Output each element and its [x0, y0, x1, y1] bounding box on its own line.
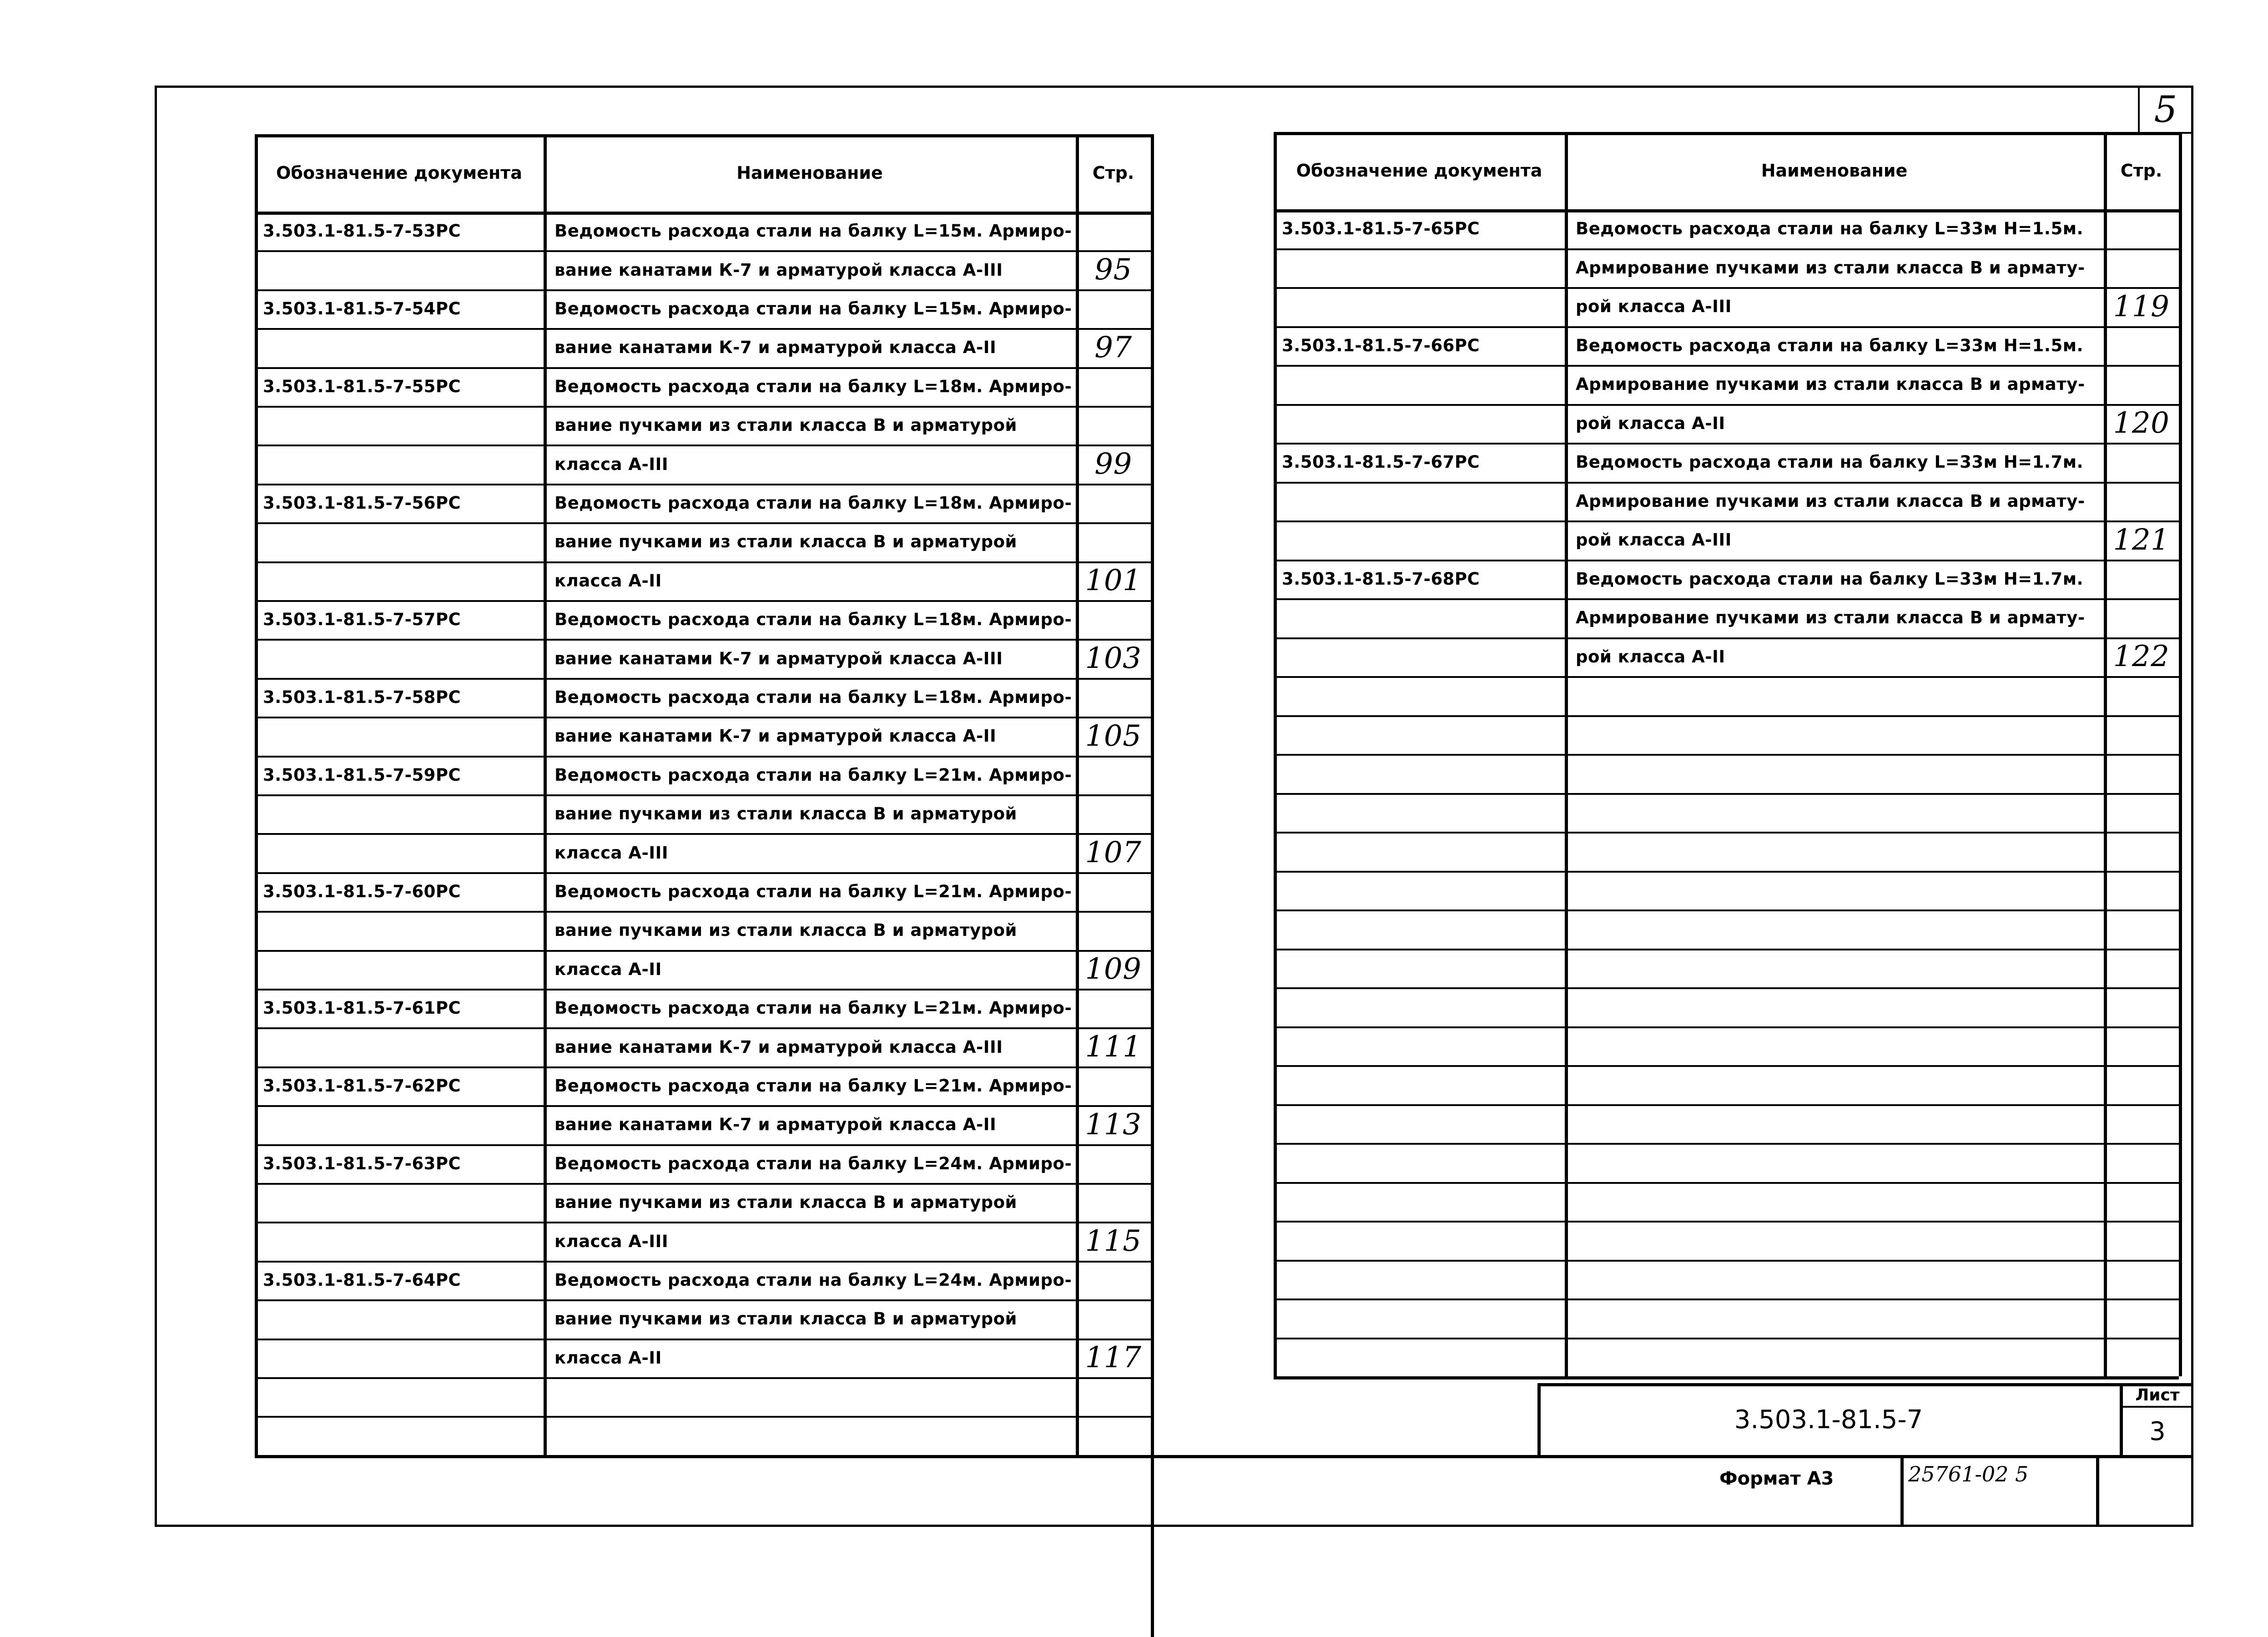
- title-document-code: 3.503.1-81.5-7: [1734, 1405, 1923, 1435]
- row-page-number: 120: [2113, 406, 2170, 440]
- row-name: рой класса А-II: [1576, 647, 1725, 667]
- row-designation: 3.503.1-81.5-7-63РС: [263, 1153, 461, 1173]
- header-name: Наименование: [736, 163, 883, 183]
- row-divider: [1274, 1104, 2179, 1106]
- row-page-number: [1076, 989, 1151, 1027]
- header-designation: Обозначение документа: [1296, 161, 1542, 181]
- row-divider: [1274, 1221, 2179, 1223]
- inventory-box-right: [2096, 1455, 2099, 1527]
- inventory-box-left: [1900, 1455, 1904, 1527]
- row-name: Ведомость расхода стали на балку L=18м. Армиро-: [554, 610, 1072, 630]
- row-designation: [255, 1222, 552, 1260]
- row-page-number: [1076, 289, 1151, 328]
- row-page-number: [1076, 756, 1151, 794]
- row-page-number: [2104, 326, 2179, 365]
- row-designation: [255, 794, 552, 833]
- row-designation: [255, 328, 552, 367]
- row-designation: [255, 250, 552, 289]
- row-divider: [1274, 1182, 2179, 1184]
- row-page-number: 119: [2113, 289, 2170, 323]
- row-divider: [1274, 1338, 2179, 1339]
- row-name: вание пучками из стали класса В и арматурой: [554, 1309, 1017, 1329]
- row-name: вание пучками из стали класса В и арматурой: [554, 532, 1017, 552]
- row-designation: [255, 1183, 552, 1222]
- row-designation: 3.503.1-81.5-7-62РС: [263, 1076, 461, 1096]
- row-designation: [255, 950, 552, 989]
- row-designation: 3.503.1-81.5-7-61РС: [263, 998, 461, 1018]
- row-name: рой класса А-II: [1576, 413, 1725, 433]
- row-page-number: [2104, 560, 2179, 599]
- row-designation: [255, 639, 552, 677]
- row-divider: [1274, 909, 2179, 911]
- format-label: Формат А3: [1719, 1468, 1834, 1489]
- row-designation: [1274, 520, 1573, 560]
- row-divider: [1274, 832, 2179, 834]
- row-page-number: 99: [1094, 447, 1132, 481]
- row-designation: 3.503.1-81.5-7-55РС: [263, 376, 461, 396]
- row-divider: [1274, 1026, 2179, 1028]
- row-name: Ведомость расхода стали на балку L=15м. Армиро-: [554, 221, 1072, 241]
- row-page-number: [1076, 600, 1151, 639]
- row-divider: [1274, 715, 2179, 717]
- row-designation: [255, 406, 552, 445]
- row-name: вание канатами К-7 и арматурой класса А-III: [554, 1037, 1003, 1057]
- row-page-number: [1076, 678, 1151, 717]
- row-page-number: [2104, 482, 2179, 521]
- row-designation: 3.503.1-81.5-7-56РС: [263, 493, 461, 513]
- row-name: Ведомость расхода стали на балку L=21м. Армиро-: [554, 765, 1072, 785]
- table-bottom-border: [255, 1455, 1151, 1458]
- row-name: вание канатами К-7 и арматурой класса А-II: [554, 726, 997, 746]
- row-designation: 3.503.1-81.5-7-68РС: [1282, 569, 1480, 589]
- row-divider: [1274, 754, 2179, 756]
- row-name: Ведомость расхода стали на балку L=21м. Армиро-: [554, 881, 1072, 901]
- row-designation: [1274, 404, 1573, 443]
- row-designation: 3.503.1-81.5-7-67РС: [1282, 452, 1480, 472]
- row-page-number: [1076, 1261, 1151, 1299]
- row-name: [544, 1416, 1087, 1455]
- row-name: Армирование пучками из стали класса В и армату-: [1576, 608, 2085, 628]
- row-name: вание пучками из стали класса В и арматурой: [554, 804, 1017, 824]
- row-designation: [255, 717, 552, 755]
- table-bottom-border: [1274, 1376, 2179, 1379]
- row-name: рой класса А-III: [1576, 297, 1732, 317]
- row-page-number: 113: [1085, 1107, 1142, 1142]
- row-divider: [1274, 1065, 2179, 1067]
- header-name: Наименование: [1761, 161, 1908, 181]
- row-designation: [1274, 598, 1573, 637]
- row-name: класса А-III: [554, 454, 669, 474]
- row-page-number: [1076, 872, 1151, 911]
- row-designation: [1274, 287, 1573, 326]
- row-page-number: [2104, 209, 2179, 248]
- row-page-number: [1076, 1066, 1151, 1105]
- row-page-number: 111: [1085, 1030, 1142, 1064]
- row-designation: [255, 561, 552, 600]
- row-designation: [255, 911, 552, 950]
- row-name: Ведомость расхода стали на балку L=21м. Армиро-: [554, 998, 1072, 1018]
- row-designation: [255, 522, 552, 561]
- row-designation: 3.503.1-81.5-7-58РС: [263, 687, 461, 707]
- row-page-number: [1076, 1144, 1151, 1183]
- row-designation: 3.503.1-81.5-7-57РС: [263, 610, 461, 630]
- row-designation: 3.503.1-81.5-7-66РС: [1282, 335, 1480, 355]
- row-page-number: 105: [1085, 719, 1142, 753]
- row-designation: [1274, 248, 1573, 288]
- row-name: вание пучками из стали класса В и арматурой: [554, 920, 1017, 940]
- row-name: вание пучками из стали класса В и арматурой: [554, 1192, 1017, 1213]
- header-page: Стр.: [1092, 163, 1134, 183]
- corner-sheet-number: 5: [2154, 88, 2177, 131]
- header-page: Стр.: [2120, 161, 2162, 181]
- row-page-number: 121: [2113, 523, 2170, 557]
- row-page-number: [1076, 484, 1151, 522]
- row-designation: [255, 833, 552, 872]
- row-page-number: 107: [1085, 836, 1142, 870]
- row-name: Армирование пучками из стали класса В и армату-: [1576, 491, 2085, 511]
- row-page-number: [1076, 367, 1151, 406]
- row-page-number: 97: [1094, 330, 1132, 364]
- row-name: Ведомость расхода стали на балку L=33м Н=1.5м.: [1576, 335, 2083, 355]
- row-page-number: 115: [1085, 1224, 1142, 1258]
- row-designation: 3.503.1-81.5-7-54РС: [263, 298, 461, 318]
- row-name: Ведомость расхода стали на балку L=33м Н=1.5м.: [1576, 219, 2083, 239]
- row-page-number: [1076, 212, 1151, 250]
- row-divider: [1274, 1298, 2179, 1300]
- row-designation: 3.503.1-81.5-7-53РС: [263, 221, 461, 241]
- row-page-number: 101: [1085, 564, 1142, 598]
- row-page-number: [1076, 794, 1151, 833]
- row-name: вание канатами К-7 и арматурой класса А-III: [554, 648, 1003, 668]
- row-divider: [1274, 793, 2179, 795]
- row-name: вание канатами К-7 и арматурой класса А-II: [554, 1115, 997, 1135]
- row-divider: [1274, 676, 2179, 678]
- row-designation: [255, 1339, 552, 1377]
- row-page-number: 122: [2113, 640, 2170, 674]
- sheet-label: Лист: [2135, 1385, 2180, 1405]
- row-page-number: [1076, 1416, 1151, 1455]
- row-name: класса А-II: [554, 1348, 662, 1368]
- row-name: класса А-III: [554, 843, 669, 863]
- row-designation: [255, 445, 552, 483]
- row-page-number: 117: [1085, 1341, 1142, 1375]
- row-divider: [1274, 987, 2179, 989]
- row-page-number: [1076, 911, 1151, 950]
- table-right-border: [2179, 132, 2182, 1376]
- row-name: Ведомость расхода стали на балку L=18м. Армиро-: [554, 493, 1072, 513]
- row-name: вание канатами К-7 и арматурой класса А-III: [554, 260, 1003, 280]
- row-page-number: [1076, 406, 1151, 445]
- row-designation: 3.503.1-81.5-7-60РС: [263, 881, 461, 901]
- row-name: Ведомость расхода стали на балку L=18м. Армиро-: [554, 687, 1072, 707]
- row-name: Армирование пучками из стали класса В и армату-: [1576, 374, 2085, 394]
- row-page-number: [2104, 443, 2179, 482]
- row-name: Ведомость расхода стали на балку L=15м. Армиро-: [554, 298, 1072, 318]
- row-page-number: 103: [1085, 642, 1142, 676]
- row-name: Армирование пучками из стали класса В и армату-: [1576, 258, 2085, 278]
- row-page-number: [2104, 365, 2179, 404]
- row-name: [544, 1377, 1087, 1416]
- row-page-number: 95: [1094, 253, 1132, 287]
- row-divider: [1274, 871, 2179, 873]
- row-designation: [1274, 637, 1573, 677]
- row-name: класса А-II: [554, 959, 662, 979]
- row-name: класса А-III: [554, 1231, 669, 1251]
- inventory-number: 25761-02 5: [1908, 1462, 2029, 1486]
- row-designation: [255, 1416, 552, 1455]
- row-page-number: [2104, 248, 2179, 288]
- row-name: Ведомость расхода стали на балку L=33м Н=1.7м.: [1576, 569, 2083, 589]
- row-name: Ведомость расхода стали на балку L=18м. Армиро-: [554, 376, 1072, 396]
- sheet-number: 3: [2149, 1416, 2166, 1446]
- row-page-number: [1076, 1183, 1151, 1222]
- row-name: Ведомость расхода стали на балку L=21м. Армиро-: [554, 1076, 1072, 1096]
- row-designation: [1274, 365, 1573, 404]
- row-designation: [255, 1027, 552, 1066]
- row-name: Ведомость расхода стали на балку L=24м. Армиро-: [554, 1270, 1072, 1290]
- table-right-border: [1151, 134, 1154, 1637]
- row-designation: [1274, 482, 1573, 521]
- row-divider: [1274, 949, 2179, 950]
- row-name: рой класса А-III: [1576, 530, 1732, 550]
- row-name: вание канатами К-7 и арматурой класса А-II: [554, 338, 997, 358]
- row-designation: [255, 1377, 552, 1416]
- row-name: Ведомость расхода стали на балку L=24м. Армиро-: [554, 1153, 1072, 1173]
- row-page-number: [2104, 598, 2179, 637]
- row-designation: [255, 1299, 552, 1338]
- row-name: вание пучками из стали класса В и арматурой: [554, 415, 1017, 435]
- row-name: Ведомость расхода стали на балку L=33м Н=1.7м.: [1576, 452, 2083, 472]
- row-page-number: [1076, 1299, 1151, 1338]
- row-name: класса А-II: [554, 571, 662, 591]
- row-page-number: [1076, 1377, 1151, 1416]
- row-designation: 3.503.1-81.5-7-59РС: [263, 765, 461, 785]
- row-designation: 3.503.1-81.5-7-65РС: [1282, 219, 1480, 239]
- row-page-number: 109: [1085, 952, 1142, 986]
- row-page-number: [1076, 522, 1151, 561]
- row-divider: [1274, 1260, 2179, 1262]
- header-designation: Обозначение документа: [276, 163, 522, 183]
- row-designation: [255, 1105, 552, 1144]
- row-divider: [1274, 1143, 2179, 1145]
- row-designation: 3.503.1-81.5-7-64РС: [263, 1270, 461, 1290]
